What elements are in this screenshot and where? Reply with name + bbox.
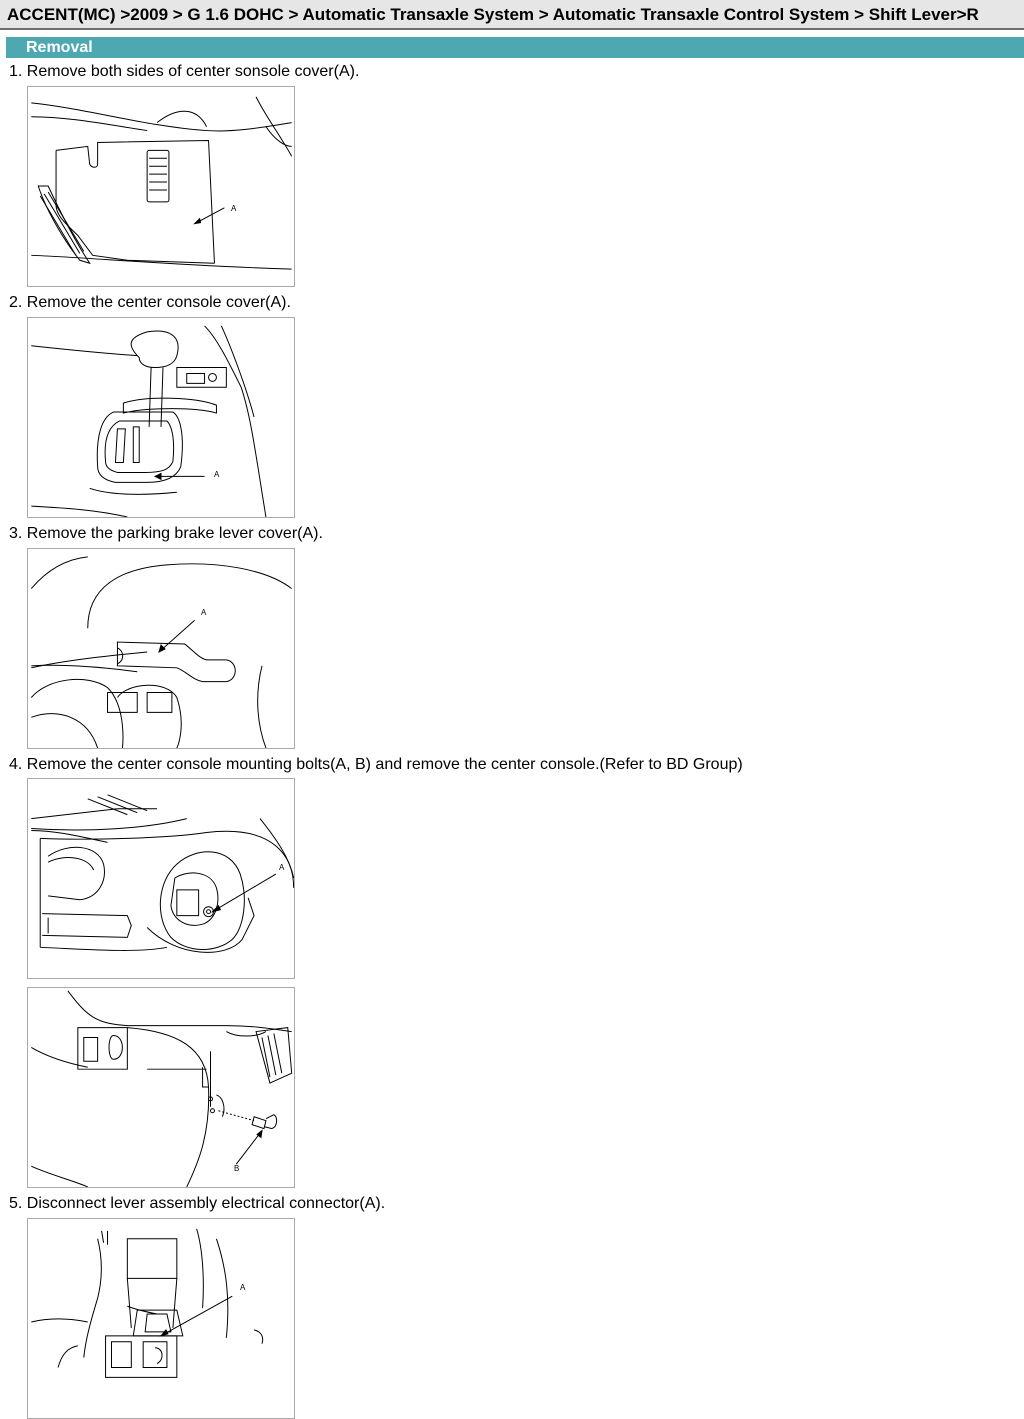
callout-label: B	[234, 1164, 240, 1173]
step-number: 5.	[9, 1195, 23, 1212]
callout-label: A	[240, 1283, 246, 1292]
step-text: Remove both sides of center sonsole cover(A).	[26, 63, 360, 80]
illustration-console-bolt-b	[28, 988, 294, 1187]
callout-label: A	[231, 204, 237, 213]
illustration-lever-connector	[28, 1219, 294, 1418]
step-number: 2.	[9, 294, 23, 311]
step-number: 1.	[9, 63, 23, 80]
step-5	[9, 1194, 385, 1214]
figure-step-4a	[27, 778, 295, 979]
illustration-console-bolt-a	[28, 779, 294, 978]
step-text: Remove the center console cover(A).	[26, 294, 291, 311]
step-text: Remove the parking brake lever cover(A).	[26, 525, 323, 542]
callout-label: A	[279, 863, 285, 872]
illustration-parking-brake-cover	[28, 549, 294, 748]
callout-label: A	[214, 470, 220, 479]
figure-step-4b	[27, 987, 295, 1188]
step-4	[9, 755, 743, 775]
step-2	[9, 293, 291, 313]
step-text: Disconnect lever assembly electrical connector(A).	[26, 1195, 386, 1212]
illustration-console-side-cover	[28, 87, 294, 286]
figure-step-3	[27, 548, 295, 749]
section-title: Removal	[6, 37, 1024, 58]
figure-step-2	[27, 317, 295, 518]
illustration-shift-lever-cover	[28, 318, 294, 517]
step-number: 3.	[9, 525, 23, 542]
step-number: 4.	[9, 756, 23, 773]
breadcrumb: ACCENT(MC) >2009 > G 1.6 DOHC > Automatic Transaxle System > Automatic Transaxle Control System > Shift Lever>R	[0, 0, 1024, 30]
callout-label: A	[201, 608, 207, 617]
step-1	[9, 62, 359, 82]
figure-step-1	[27, 86, 295, 287]
step-text: Remove the center console mounting bolts(A, B) and remove the center console.(Refer to BD Group)	[26, 756, 743, 773]
figure-step-5	[27, 1218, 295, 1419]
step-3	[9, 524, 323, 544]
